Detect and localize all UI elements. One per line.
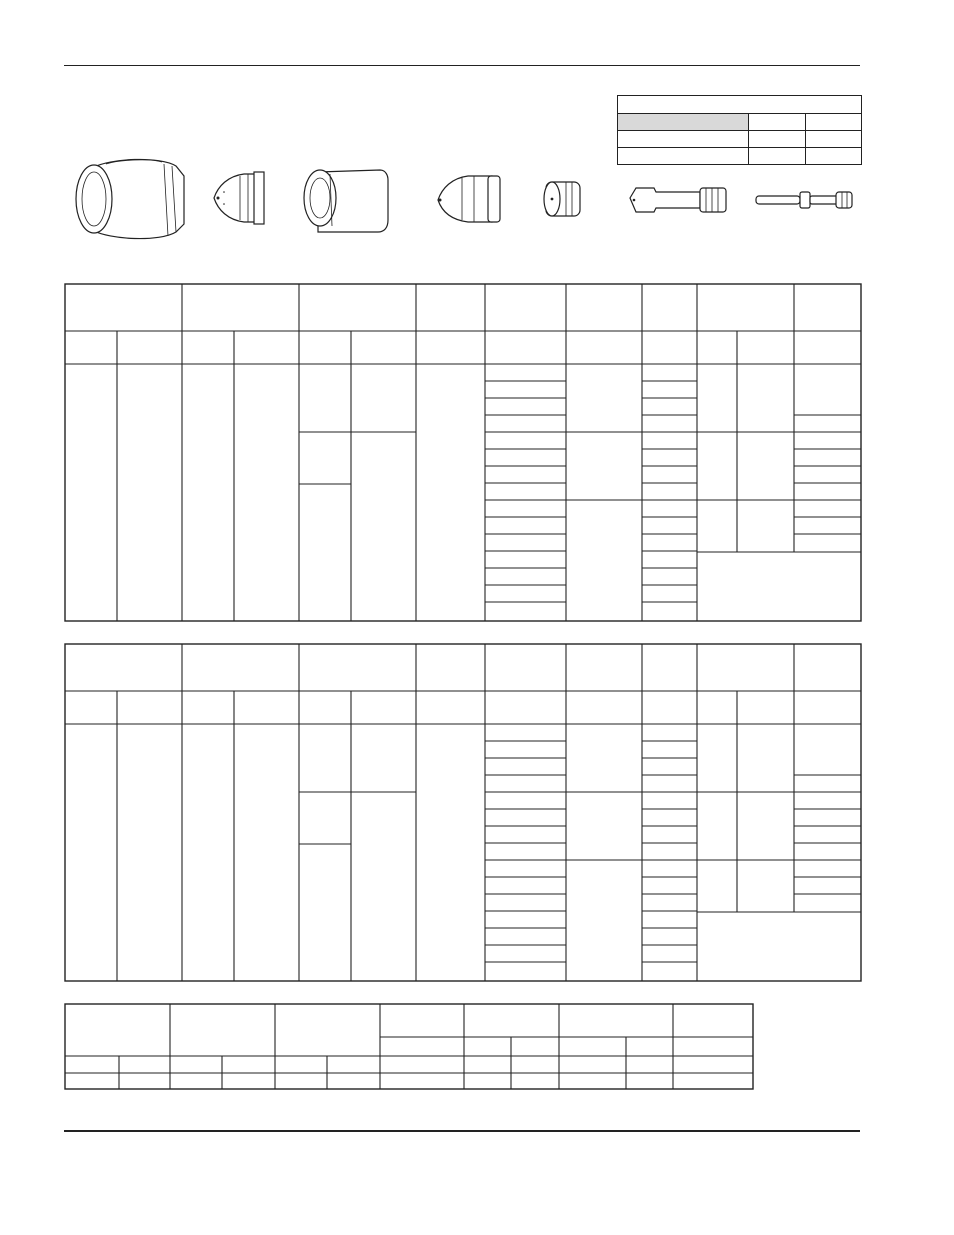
summary-table <box>65 1004 753 1089</box>
shield-icon <box>76 159 184 238</box>
water-tube-icon <box>756 192 852 208</box>
process-table-1 <box>65 284 861 621</box>
nozzle-icon <box>438 176 500 222</box>
electrode-icon <box>630 188 726 212</box>
shield-cap-icon <box>214 172 264 224</box>
process-table-2 <box>65 644 861 981</box>
swirl-ring-icon <box>544 182 580 216</box>
retaining-cap-icon <box>304 170 388 232</box>
footer-rule <box>64 1130 860 1132</box>
